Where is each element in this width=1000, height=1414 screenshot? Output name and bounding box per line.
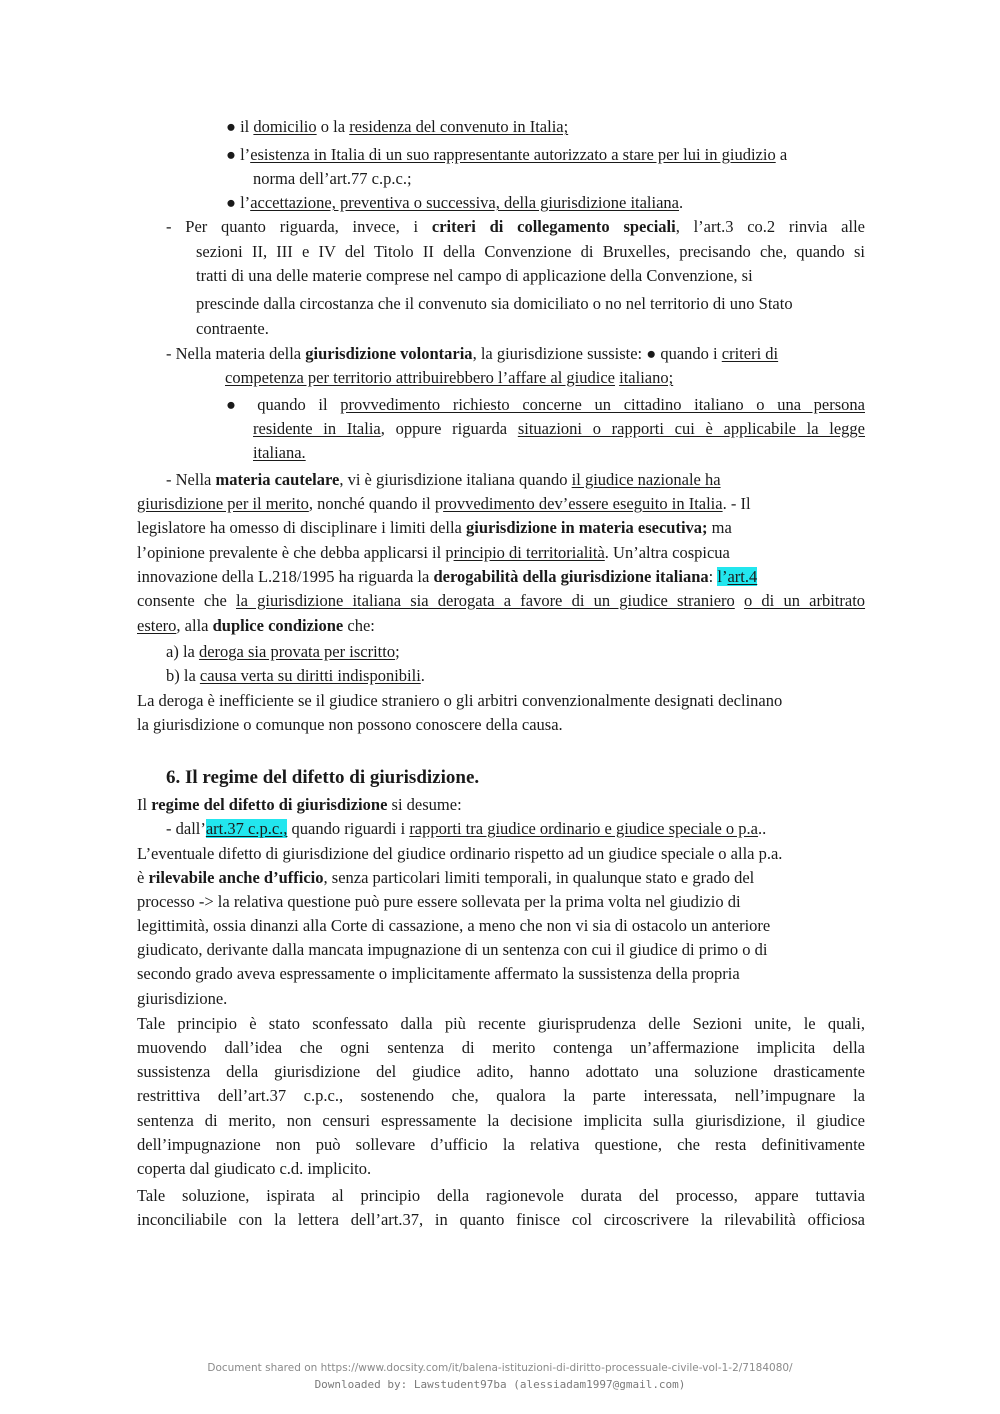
section-heading: 6. Il regime del difetto di giurisdizione. [166, 767, 480, 788]
p1-line4: legittimità, ossia dinanzi alla Corte di cassazione, a meno che non vi sia di ostacolo un anteriore [137, 916, 771, 935]
cautelare-line6: consente che la giurisdizione italiana sia derogata a favore di un giudice straniero o di un arbitrato [137, 591, 866, 610]
criteri-speciali-line5: contraente. [196, 319, 269, 338]
p2-line3: sussistenza della giurisdizione del giudice adito, hanno adottato una soluzione drasticamente [137, 1062, 865, 1081]
deroga-line2: la giurisdizione o comunque non possono conoscere della causa. [137, 715, 563, 734]
p3-line1: Tale soluzione, ispirata al principio della ragionevole durata del processo, appare tuttavia [137, 1186, 865, 1205]
highlight-art4: l’art.4 [717, 567, 758, 586]
cautelare-line5: innovazione della L.218/1995 ha riguarda la derogabilità della giurisdizione italiana: l’art.4 [137, 567, 758, 586]
cautelare-line3: legislatore ha omesso di disciplinare i limiti della giurisdizione in materia esecutiva; ma [137, 518, 732, 537]
section-intro: Il regime del difetto di giurisdizione si desume: [137, 795, 462, 814]
p1-line7: giurisdizione. [137, 989, 228, 1008]
bullet-icon: ● [226, 117, 236, 136]
p1-line3: processo -> la relativa questione può pure essere sollevata per la prima volta nel giudizio di [137, 892, 741, 911]
condizione-a: a) la deroga sia provata per iscritto; [166, 642, 400, 661]
bullet-domicilio: ● il domicilio o la residenza del convenuto in Italia; [226, 117, 569, 136]
criteri-speciali-line3: tratti di una delle materie comprese nel campo di applicazione della Convenzione, si [196, 266, 753, 285]
volontaria-line2: competenza per territorio attribuirebbero l’affare al giudice italiano; [225, 368, 674, 387]
cautelare-line1: - Nella materia cautelare, vi è giurisdizione italiana quando il giudice nazionale ha [166, 470, 721, 489]
p2-line4: restrittiva dell’art.37 c.p.c., sostenendo che, qualora la parte interessata, nell’impugnare la [137, 1086, 865, 1105]
criteri-speciali-line4: prescinde dalla circostanza che il convenuto sia domiciliato o no nel territorio di uno Stato [196, 294, 793, 313]
bullet-icon: ● [226, 193, 236, 212]
p2-line1: Tale principio è stato sconfessato dalla più recente giurisprudenza delle Sezioni unite, le quali, [137, 1014, 865, 1033]
p1-line2: è rilevabile anche d’ufficio, senza particolari limiti temporali, in qualunque stato e grado del [137, 868, 755, 887]
bullet-icon: ● [226, 395, 245, 414]
p2-line6: dell’impugnazione non può sollevare d’ufficio la relativa questione, che resta definitivamente [137, 1135, 865, 1154]
deroga-line1: La deroga è inefficiente se il giudice straniero o gli arbitri convenzionalmente designati declinano [137, 691, 783, 710]
volontaria-bullet-line1: ● quando il provvedimento richiesto concerne un cittadino italiano o una persona [226, 395, 865, 414]
cautelare-line2: giurisdizione per il merito, nonché quando il provvedimento dev’essere eseguito in Italia. - Il [137, 494, 751, 513]
section-dash-item: - dall’art.37 c.p.c., quando riguardi i rapporti tra giudice ordinario e giudice speciale o p.a.. [166, 819, 767, 838]
bullet-accettazione: ● l’accettazione, preventiva o successiva, della giurisdizione italiana. [226, 193, 684, 212]
highlight-art37: art.37 c.p.c., [205, 819, 288, 838]
p3-line2: inconciliabile con la lettera dell’art.37, in quanto finisce col circoscrivere la rilevabilità officiosa [137, 1210, 865, 1229]
footer-downloaded-by: Downloaded by: Lawstudent97ba (alessiadam1997@gmail.com) [314, 1378, 686, 1391]
volontaria-bullet-line2: residente in Italia, oppure riguarda situazioni o rapporti cui è applicabile la legge [253, 419, 866, 438]
p1-line5: giudicato, derivante dalla mancata impugnazione di un sentenza con cui il giudice di primo o di [137, 940, 768, 959]
criteri-speciali-line2: sezioni II, III e IV del Titolo II della Convenzione di Bruxelles, precisando che, quando si [196, 242, 865, 261]
bullet-rappresentante-cont: norma dell’art.77 c.p.c.; [253, 169, 412, 188]
cautelare-line4: l’opinione prevalente è che debba applicarsi il principio di territorialità. Un’altra cospicua [137, 543, 730, 562]
footer-shared-link[interactable]: Document shared on https://www.docsity.com/it/balena-istituzioni-di-diritto-processuale-civile-vol-1-2/7184080/ [207, 1362, 793, 1374]
cautelare-line7: estero, alla duplice condizione che: [137, 616, 375, 635]
bullet-rappresentante: ● l’esistenza in Italia di un suo rappresentante autorizzato a stare per lui in giudizio a [226, 145, 788, 164]
volontaria-bullet-line3: italiana. [253, 443, 306, 462]
p2-line7: coperta dal giudicato c.d. implicito. [137, 1159, 372, 1178]
bullet-icon: ● [226, 145, 236, 164]
p1-line1: L’eventuale difetto di giurisdizione del giudice ordinario rispetto ad un giudice speciale o alla p.a. [137, 844, 783, 863]
condizione-b: b) la causa verta su diritti indisponibili. [166, 666, 425, 685]
p2-line2: muovendo dall’idea che ogni sentenza di merito contenga un’affermazione implicita della [137, 1038, 865, 1057]
p1-line6: secondo grado aveva espressamente o implicitamente affermato la sussistenza della propria [137, 964, 740, 983]
criteri-speciali-line1: - Per quanto riguarda, invece, i criteri di collegamento speciali, l’art.3 co.2 rinvia alle [166, 217, 866, 236]
p2-line5: sentenza di merito, non censuri espressamente la decisione implicita sulla giurisdizione, il giudice [137, 1111, 865, 1130]
volontaria-line1: - Nella materia della giurisdizione volontaria, la giurisdizione sussiste: ● quando i criteri di [166, 344, 779, 363]
